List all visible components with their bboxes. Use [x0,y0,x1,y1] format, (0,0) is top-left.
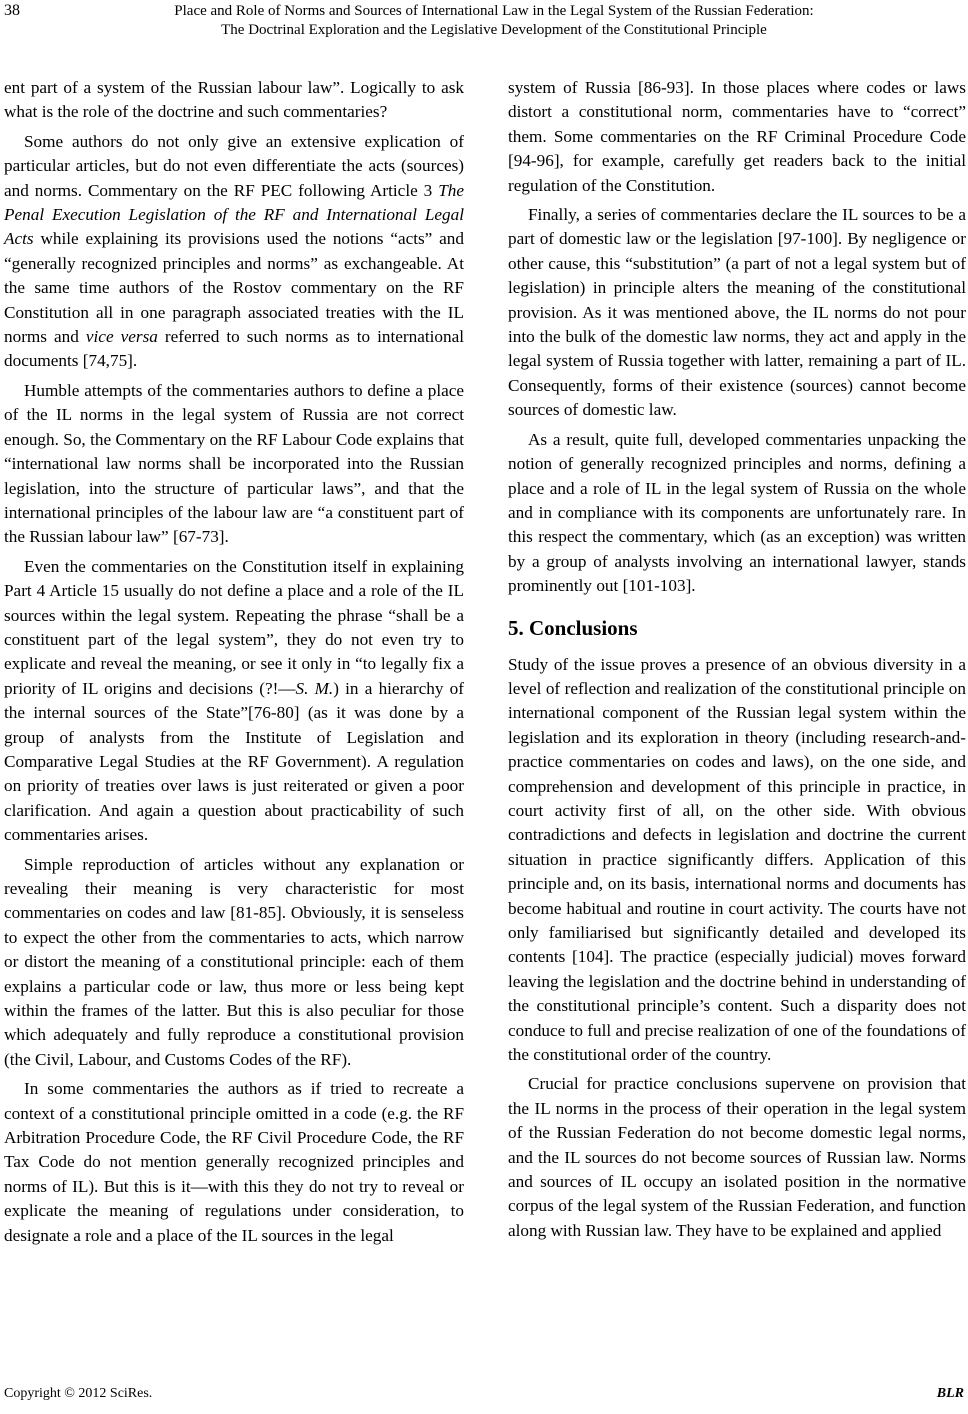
paragraph: As a result, quite full, developed commentaries unpacking the notion of generally recognized principles and norms, defining a place and a role of IL in the legal system of Russia on the whole and in compliance with its components are unfortunately rare. In this respect the commentary, which (as an exception) was written by a group of analysts involving an international lawyer, stands prominently out [101-103]. [508,429,966,596]
paragraph: Humble attempts of the commentaries authors to define a place of the IL norms in the legal system of Russia are not correct enough. So, the Commentary on the RF Labour Code explains that “international law norms shall be incorporated into the Russian legislation, into the structure of particular laws”, and that the international principles of the labour law are “a constituent part of the Russian labour law” [67-73]. [4,380,464,547]
paragraph: In some commentaries the authors as if tried to recreate a context of a constitutional principle omitted in a code (e.g. the RF Arbitration Procedure Code, the RF Civil Procedure Code, the RF Tax Code do not mention generally recognized principles and norms of IL). But this is it—with this they do not try to reveal or explicate the meaning of regulations under consideration, to designate a role and a place of the IL sources in the legal [4,1079,464,1245]
page-number: 38 [4,2,20,19]
paragraph: Some authors do not only give an extensive explication of particular articles, but do not even differentiate the acts (sources) and norms. Commentary on the RF PEC following Article 3 The Penal Execution Legislation of the RF and International Legal Acts while explaining its provisions used the notions “acts” and “generally recognized principles and norms” as exchangeable. At the same time authors of the Rostov commentary on the RF Constitution all in one paragraph associated treaties with the IL norms and vice versa referred to such norms as to international documents [74,75]. [4,131,465,371]
paragraph: ent part of a system of the Russian labour law”. Logically to ask what is the role of the doctrine and such commentaries? [4,78,464,122]
paragraph: Even the commentaries on the Constitution itself in explaining Part 4 Article 15 usually do not define a place and a role of the IL sources within the legal system. Repeating the phrase “shall be a constituent part of the legal system”, they do not even try to explicate and reveal the meaning, or see it only in “to legally fix a priority of IL origins and decisions (?!—S. M.) in a hierarchy of the internal sources of the State”[76-80] (as it was done by a group of analysts from the Institute of Legislation and Comparative Legal Studies at the RF Government). A regulation on priority of treaties over laws is just reiterated or given a poor clarification. And again a question about practicability of such commentaries arises. [4,556,464,845]
paragraph: system of Russia [86-93]. In those places where codes or laws distort a constitutional norm, commentaries have to “correct” them. Some commentaries on the RF Criminal Procedure Code [94-96], for example, carefully get readers back to the initial regulation of the Constitution. [508,78,966,195]
paragraph: Study of the issue proves a presence of an obvious diversity in a level of reflection and realization of the constitutional principle on international component of the Russian legal system within the legislation and its exploration in theory (including research-and-practice commentaries on codes and laws), on the one side, and comprehension and development of this principle in practice, in court activity first of all, on the other side. With obvious contradictions and defects in legislation and doctrine the current situation in practice significantly differs. Application of this principle and, on its basis, international norms and documents has become habitual and routine in court activity. The courts have not only familiarised but significantly detailed and developed its contents [104]. The practice (especially judicial) moves forward leaving the legislation and the doctrine behind in understanding of the constitutional principle’s content. Such a disparity does not conduce to full and precise realization of one of the foundations of the constitutional order of the country. [508,654,966,1065]
paragraph: Finally, a series of commentaries declare the IL sources to be a part of domestic law or the legislation [97-100]. By negligence or other cause, this “substitution” (a part of not a legal system but of legislation) in principle alters the meaning of the constitutional provision. As it was mentioned above, the IL norms do not pour into the bulk of the domestic law norms, they act and apply in the legal system of Russia together with latter, remaining a part of IL. Consequently, forms of their existence (sources) cannot become sources of domestic law. [508,205,966,420]
page-footer [4,1386,964,1402]
journal-abbrev: BLR [936,1386,964,1401]
copyright: Copyright © 2012 SciRes. [4,1386,153,1401]
paragraph: Simple reproduction of articles without any explanation or revealing their meaning is very characteristic for most commentaries on codes and law [81-85]. Obviously, it is senseless to expect the other from the commentaries to acts, which narrow or distort the meaning of a constitutional principle: each of them explains a particular code or law, thus more or less being kept within the frames of the latter. But this is also peculiar for those which adequately and fully reproduce a constitutional provision (the Civil, Labour, and Customs Codes of the RF). [4,854,464,1069]
page-header [0,0,968,40]
running-title-line-1: Place and Role of Norms and Sources of International Law in the Legal System of the Russian Federation: [174,3,814,19]
right-column [508,76,966,1248]
section-heading: 5. Conclusions [508,615,638,640]
paragraph: Crucial for practice conclusions supervene on provision that the IL norms in the process of their operation in the legal system of the Russian Federation do not become domestic legal norms, and the IL sources do not become sources of Russian law. Norms and sources of IL occupy an isolated position in the normative corpus of the legal system of the Russian Federation, and function along with Russian law. They have to be explained and applied [508,1074,966,1240]
left-column [4,76,464,1253]
running-title [40,2,948,40]
running-title-line-2: The Doctrinal Exploration and the Legislative Development of the Constitutional Principle [221,22,767,38]
